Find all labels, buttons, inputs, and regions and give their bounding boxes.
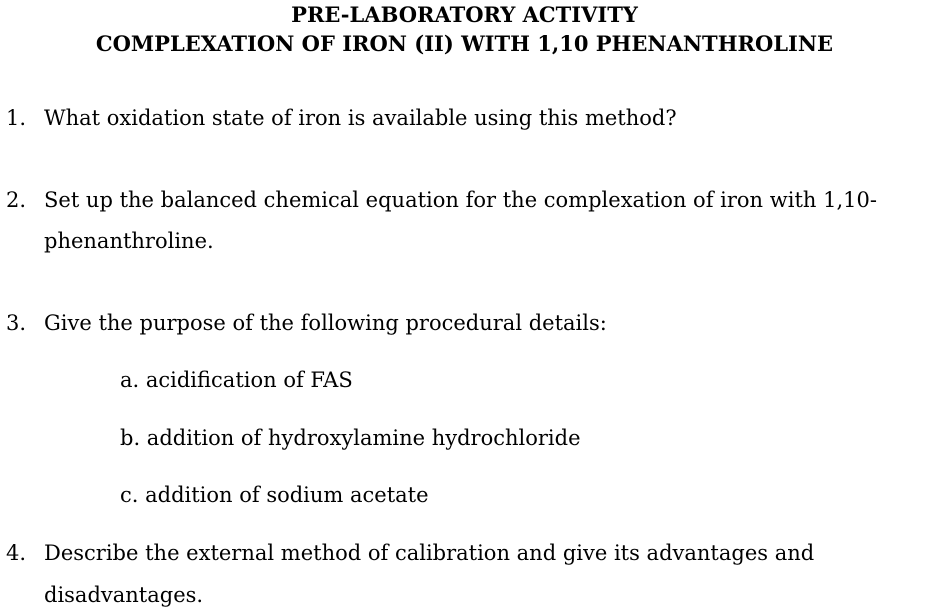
question-4-text-line1: Describe the external method of calibration and give its advantages and <box>44 541 815 565</box>
page-title: PRE-LABORATORY ACTIVITY <box>291 2 638 27</box>
question-3-subitem-b: b. addition of hydroxylamine hydrochloride <box>120 426 581 450</box>
page-subtitle: COMPLEXATION OF IRON (II) WITH 1,10 PHENANTHROLINE <box>95 31 834 56</box>
question-2-text-line2: phenanthroline. <box>44 229 214 253</box>
question-4-number: 4. <box>6 541 27 565</box>
question-3-subitem-a: a. acidification of FAS <box>120 368 353 392</box>
question-3-text: Give the purpose of the following procedural details: <box>44 311 607 335</box>
question-3-subitem-c: c. addition of sodium acetate <box>120 483 429 507</box>
question-1-text: What oxidation state of iron is available using this method? <box>44 106 677 130</box>
question-2-number: 2. <box>6 188 27 212</box>
question-3-number: 3. <box>6 311 27 335</box>
question-2-text-line1: Set up the balanced chemical equation for the complexation of iron with 1,10- <box>44 188 877 212</box>
question-1-number: 1. <box>6 106 27 130</box>
question-4-text-line2: disadvantages. <box>44 583 204 607</box>
